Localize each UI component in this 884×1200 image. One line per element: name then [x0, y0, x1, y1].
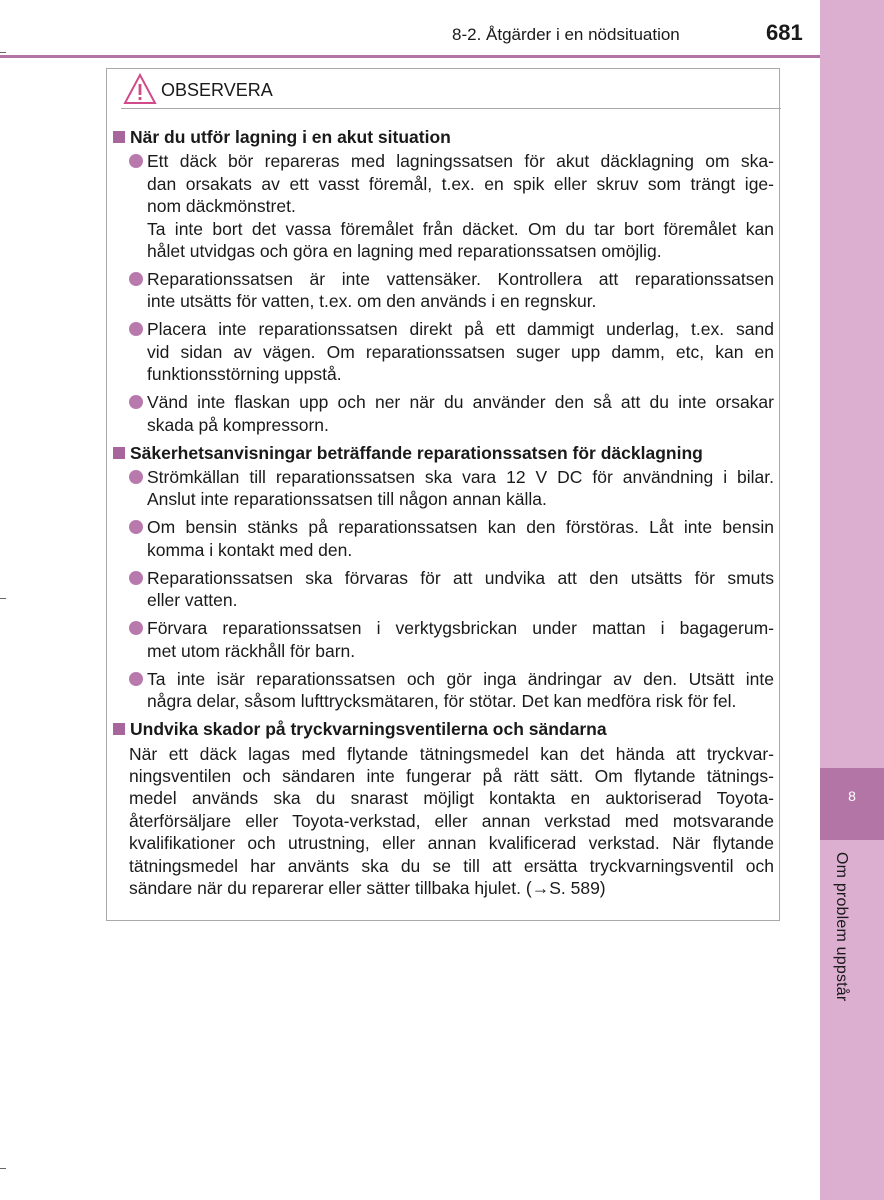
section-heading: Säkerhetsanvisningar beträffande reparationssatsen för däcklagning	[112, 442, 774, 464]
section-heading: När du utför lagning i en akut situation	[112, 126, 774, 148]
square-bullet-icon	[113, 723, 125, 735]
circle-bullet-icon	[129, 154, 143, 168]
list-item: Om bensin stänks på reparationssatsen kan den förstöras. Låt inte bensin komma i kontakt med den.	[112, 516, 774, 561]
list-item: Strömkällan till reparationssatsen ska vara 12 V DC för användning i bilar. Anslut inte reparationssatsen till någon annan källa.	[112, 466, 774, 511]
circle-bullet-icon	[129, 571, 143, 585]
paragraph: När ett däck lagas med flytande tätningsmedel kan det hända att tryckvar- ningsventilen och sändaren inte fungerar på rätt sätt. Om flytande tätnings- medel används ska du snarast möjligt kontakta en auktoriserad Toyota- återförsäljare eller Toyota-verkstad, eller annan verkstad med motsvarande kvalifikationer och utrustning, eller annan kvalificerad verkstad. När flytande tätningsmedel har använts ska du se till att ersätta tryckvarningsventil och sändare när du reparerar eller sätter tillbaka hjulet. (→S. 589)	[129, 743, 774, 898]
chapter-number-box[interactable]	[820, 768, 884, 840]
section-heading: Undvika skador på tryckvarningsventilerna och sändarna	[112, 718, 774, 740]
circle-bullet-icon	[129, 672, 143, 686]
circle-bullet-icon	[129, 272, 143, 286]
circle-bullet-icon	[129, 520, 143, 534]
square-bullet-icon	[113, 447, 125, 459]
square-bullet-icon	[113, 131, 125, 143]
list-item: Reparationssatsen ska förvaras för att undvika att den utsätts för smuts eller vatten.	[112, 567, 774, 612]
list-item: Förvara reparationssatsen i verktygsbrickan under mattan i bagagerum- met utom räckhåll för barn.	[112, 617, 774, 662]
chapter-number: 8	[848, 788, 856, 804]
crop-mark	[0, 52, 6, 53]
section-title: 8-2. Åtgärder i en nödsituation	[452, 25, 680, 44]
chapter-title: Om problem uppstår	[833, 852, 850, 1002]
caution-content	[112, 122, 774, 899]
circle-bullet-icon	[129, 322, 143, 336]
list-item: Ett däck bör repareras med lagningssatsen för akut däcklagning om ska- dan orsakats av ett vasst föremål, t.ex. en spik eller skruv som trängt ige- nom däckmönstret. Ta inte bort det vassa föremålet från däcket. Om du tar bort föremålet kan hålet utvidgas och göra en lagning med reparationssatsen omöjlig.	[112, 150, 774, 262]
caution-header	[121, 69, 781, 109]
header-rule	[0, 55, 820, 58]
list-item: Reparationssatsen är inte vattensäker. Kontrollera att reparationssatsen inte utsätts för vatten, t.ex. om den används i en regnskur.	[112, 268, 774, 313]
cross-reference-line: sändare när du reparerar eller sätter tillbaka hjulet. (→S. 589)	[129, 877, 606, 898]
list-item: Placera inte reparationssatsen direkt på ett dammigt underlag, t.ex. sand vid sidan av vägen. Om reparationssatsen suger upp damm, etc, kan en funktionsstörning uppstå.	[112, 318, 774, 385]
warning-triangle-icon	[123, 73, 157, 105]
crop-mark	[0, 1168, 6, 1169]
list-item: Vänd inte flaskan upp och ner när du använder den så att du inte orsakar skada på kompressorn.	[112, 391, 774, 436]
list-item: Ta inte isär reparationssatsen och gör inga ändringar av den. Utsätt inte några delar, såsom lufttrycksmätaren, för stötar. Det kan medföra risk för fel.	[112, 668, 774, 713]
circle-bullet-icon	[129, 395, 143, 409]
caution-label: OBSERVERA	[161, 80, 273, 100]
page-number: 681	[766, 20, 803, 45]
circle-bullet-icon	[129, 470, 143, 484]
crop-mark	[0, 598, 6, 599]
circle-bullet-icon	[129, 621, 143, 635]
